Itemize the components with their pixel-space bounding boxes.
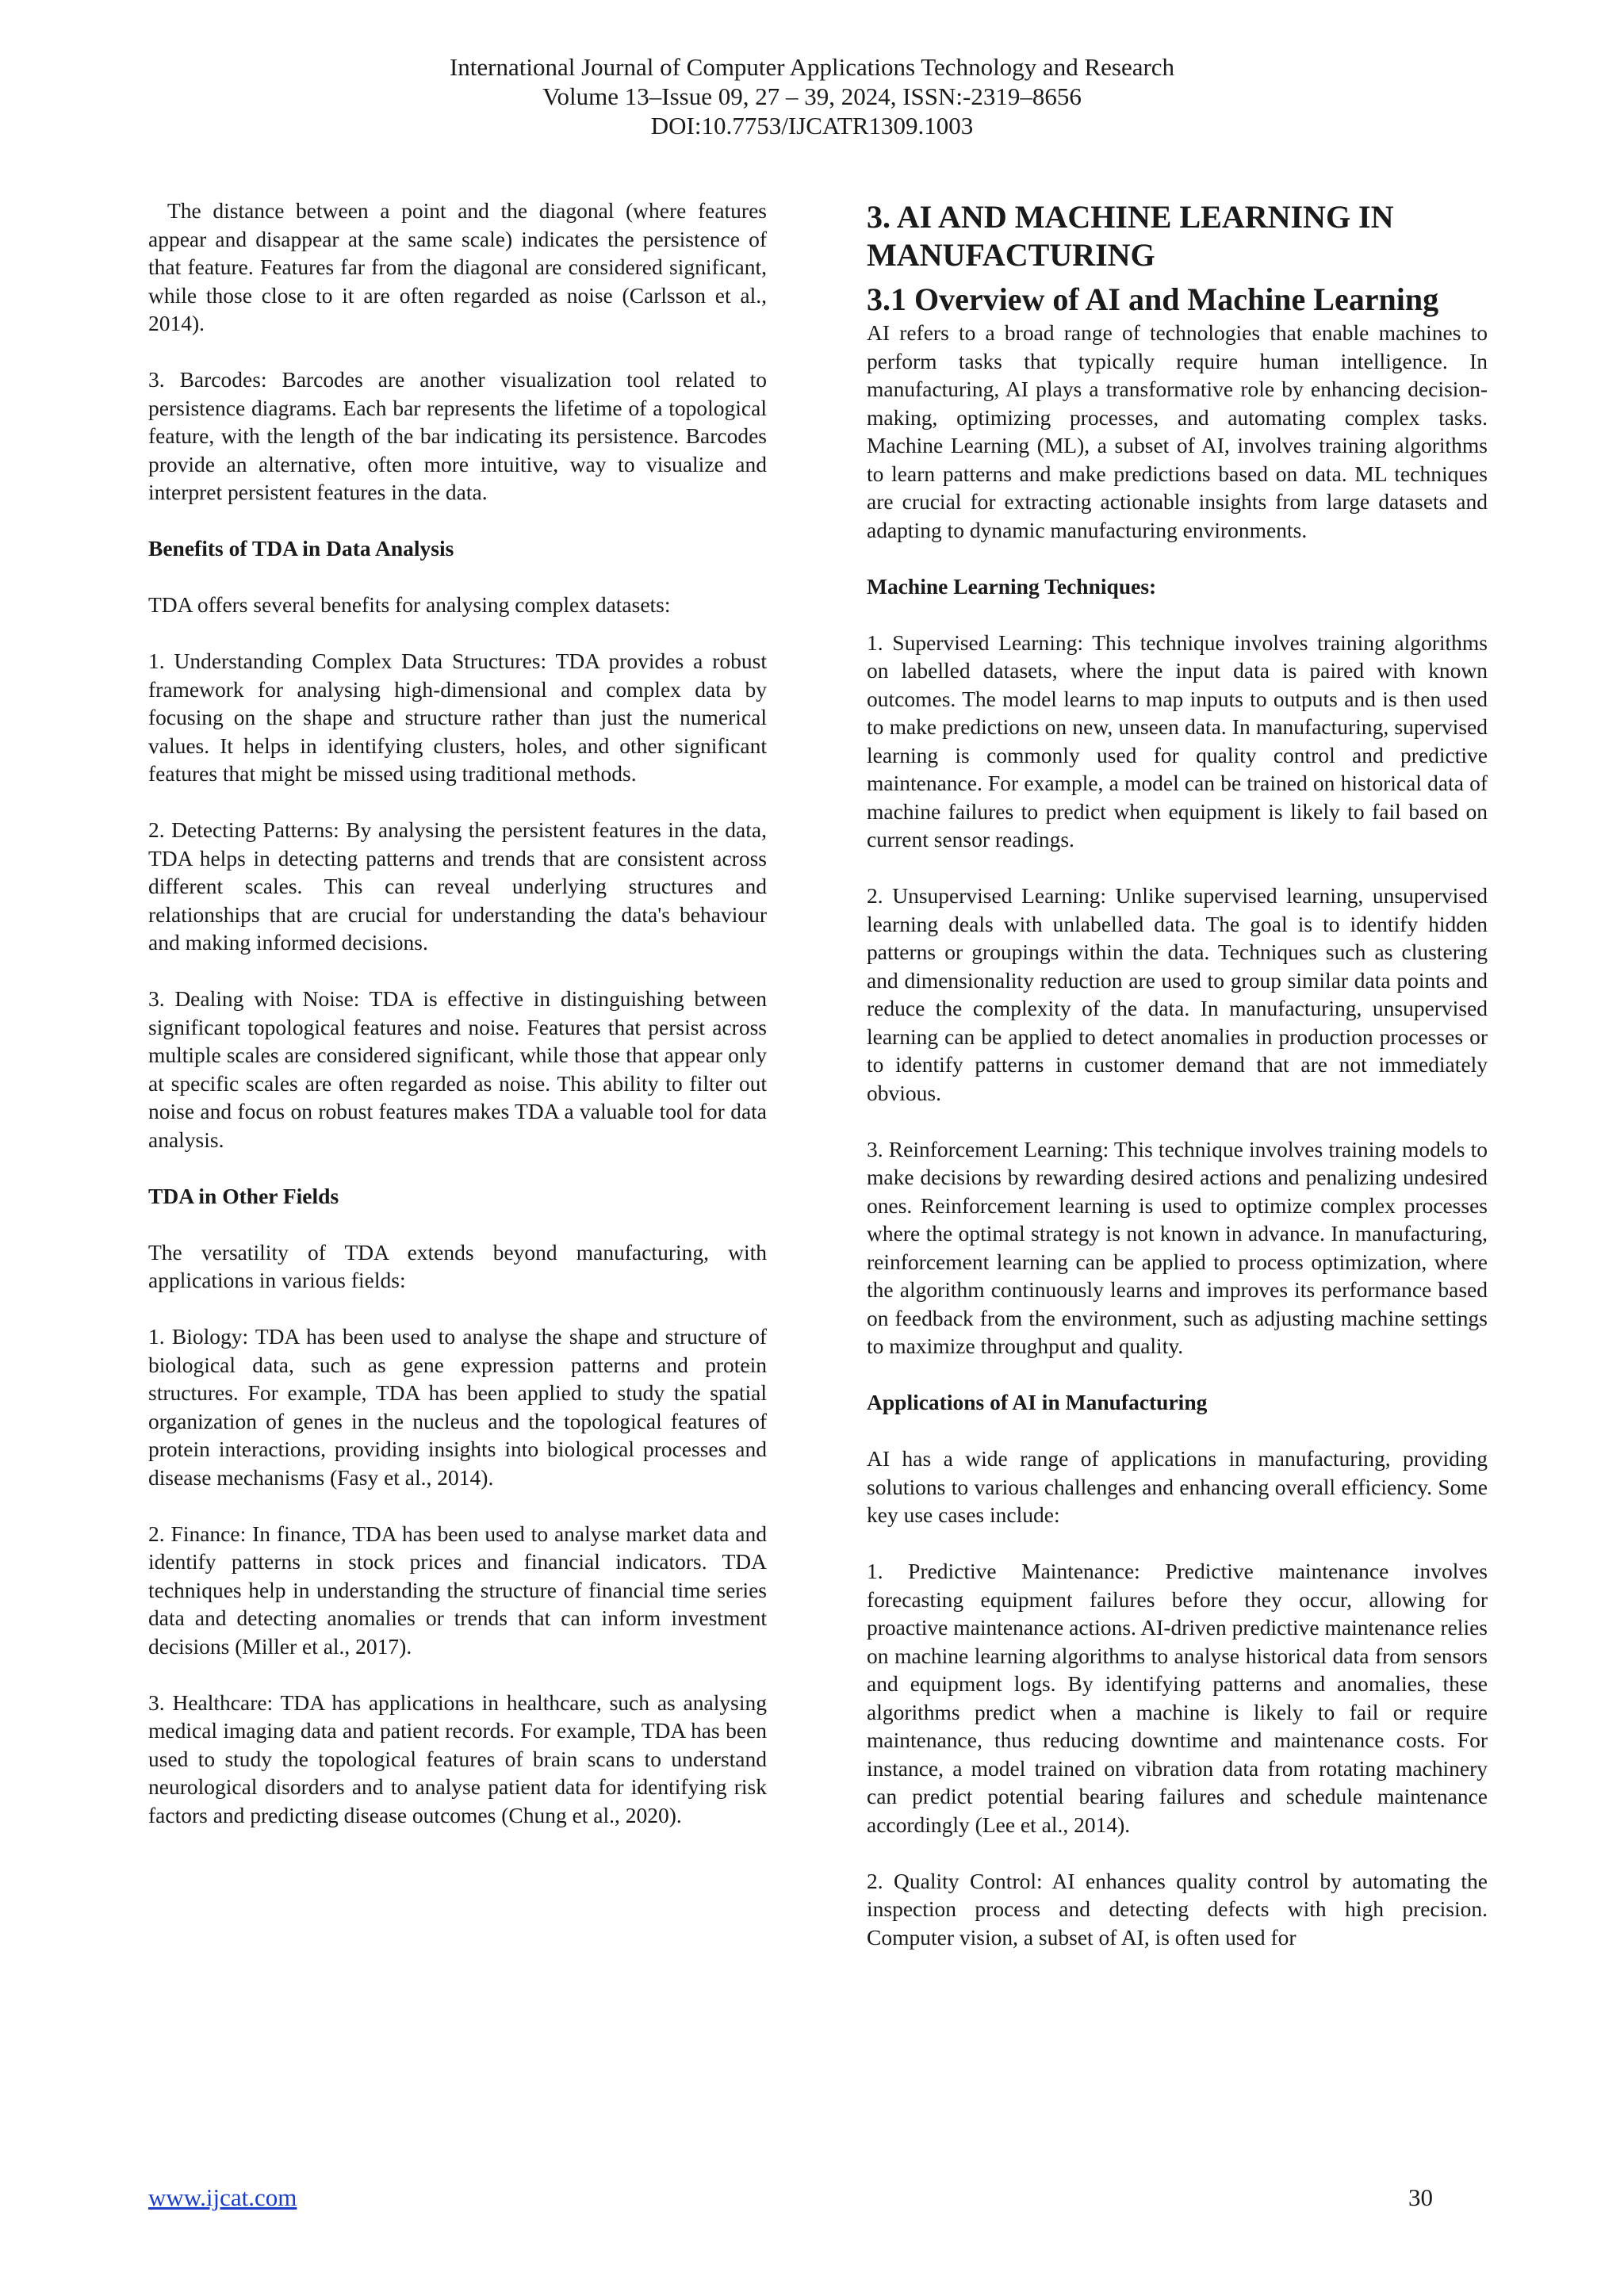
ml-techniques-heading: Machine Learning Techniques: [867, 573, 1157, 599]
paragraph: AI refers to a broad range of technologies that enable machines to perform tasks that typically require human intelligence. In manufacturing, AI plays a transformative role by enhancing decision-making, optimizing processes, and automating complex tasks. Machine Learning (ML), a subset of AI, involves training algorithms to learn patterns and make predictions based on data. ML techniques are crucial for extracting actionable insights from large datasets and adapting to dynamic manufacturing environments. [867, 320, 1488, 542]
page-number: 30 [1408, 2183, 1433, 2211]
paragraph: 3. Reinforcement Learning: This technique involves training models to make decisions by rewarding desired actions and penalizing undesired ones. Reinforcement learning is used to optimize complex processes where the optimal strategy is not known in advance. In manufacturing, reinforcement learning can be applied to process optimization, where the algorithm continuously learns and improves its performance based on feedback from the environment, such as adjusting machine settings to maximize throughput and quality. [867, 1136, 1488, 1358]
paragraph: The versatility of TDA extends beyond manufacturing, with applications in various fields: [148, 1239, 767, 1292]
page-header [0, 52, 1624, 140]
left-column [148, 197, 767, 1829]
paragraph: 1. Biology: TDA has been used to analyse the shape and structure of biological data, such as gene expression patterns and protein structures. For example, TDA has been applied to study the spatial organization of genes in the nucleus and the topological features of protein interactions, providing insights into biological processes and disease mechanisms (Fasy et al., 2014). [148, 1324, 767, 1490]
paragraph: 1. Supervised Learning: This technique involves training algorithms on labelled datasets, where the input data is paired with known outcomes. The model learns to map inputs to outputs and is then used to make predictions on new, unseen data. In manufacturing, supervised learning is commonly used for quality control and predictive maintenance. For example, a model can be trained on historical data of machine failures to predict when equipment is likely to fail based on current sensor readings. [867, 629, 1488, 851]
section-title: 3. AI AND MACHINE LEARNING IN MANUFACTURING [867, 199, 1394, 273]
benefits-heading: Benefits of TDA in Data Analysis [148, 536, 454, 561]
paragraph: 2. Detecting Patterns: By analysing the persistent features in the data, TDA helps in detecting patterns and trends that are consistent across different scales. This can reveal underlying structures and relationships that are crucial for understanding the data's behaviour and making informed decisions. [148, 817, 767, 955]
website-link[interactable]: www.ijcat.com [148, 2183, 297, 2211]
paragraph: 1. Predictive Maintenance: Predictive maintenance involves forecasting equipment failures before they occur, allowing for proactive maintenance actions. AI-driven predictive maintenance relies on machine learning algorithms to analyse historical data from sensors and equipment logs. By identifying patterns and anomalies, these algorithms predict when a machine is likely to fail or require maintenance, thus reducing downtime and maintenance costs. For instance, a model trained on vibration data from rotating machinery can predict potential bearing failures and schedule maintenance accordingly (Lee et al., 2014). [867, 1559, 1488, 1837]
other-fields-heading: TDA in Other Fields [148, 1183, 339, 1208]
applications-heading: Applications of AI in Manufacturing [867, 1390, 1208, 1414]
paragraph: 2. Finance: In finance, TDA has been used to analyse market data and identify patterns in stock prices and financial indicators. TDA techniques help in understanding the structure of financial time series data and detecting anomalies or trends that can inform investment decisions (Miller et al., 2017). [148, 1521, 767, 1659]
right-column [867, 198, 1488, 1951]
page-footer [148, 2182, 1433, 2214]
paragraph: AI has a wide range of applications in manufacturing, providing solutions to various challenges and enhancing overall efficiency. Some key use cases include: [867, 1446, 1488, 1527]
paragraph: 1. Understanding Complex Data Structures: TDA provides a robust framework for analysing high-dimensional and complex data by focusing on the shape and structure rather than just the numerical values. It helps in identifying clusters, holes, and other significant features that might be missed using traditional methods. [148, 649, 767, 786]
paragraph: 3. Dealing with Noise: TDA is effective in distinguishing between significant topological features and noise. Features that persist across multiple scales are considered significant, while those that appear only at specific scales are often regarded as noise. This ability to filter out noise and focus on robust features makes TDA a valuable tool for data analysis. [148, 986, 767, 1152]
doi: DOI:10.7753/IJCATR1309.1003 [650, 112, 974, 140]
paragraph: TDA offers several benefits for analysing complex datasets: [148, 592, 671, 617]
volume-info: Volume 13–Issue 09, 27 – 39, 2024, ISSN:-2319–8656 [542, 82, 1082, 110]
paragraph: 2. Unsupervised Learning: Unlike supervised learning, unsupervised learning deals with unlabelled data. The goal is to identify hidden patterns or groupings within the data. Techniques such as clustering and dimensionality reduction are used to group similar data points and reduce the complexity of the data. In manufacturing, unsupervised learning can be applied to detect anomalies in production processes or to identify patterns in customer demand that are not immediately obvious. [867, 883, 1488, 1105]
paragraph: The distance between a point and the diagonal (where features appear and disappear at the same scale) indicates the persistence of that feature. Features far from the diagonal are considered significant, while those close to it are often regarded as noise (Carlsson et al., 2014). [148, 198, 767, 335]
paragraph: 3. Barcodes: Barcodes are another visualization tool related to persistence diagrams. Each bar represents the lifetime of a topological feature, with the length of the bar indicating its persistence. Barcodes provide an alternative, often more intuitive, way to visualize and interpret persistent features in the data. [148, 367, 767, 504]
paragraph: 3. Healthcare: TDA has applications in healthcare, such as analysing medical imaging data and patient records. For example, TDA has been used to study the topological features of brain scans to understand neurological disorders and to analyse patient data for identifying risk factors and predicting disease outcomes (Chung et al., 2020). [148, 1689, 767, 1827]
paragraph: 2. Quality Control: AI enhances quality control by automating the inspection process and detecting defects with high precision. Computer vision, a subset of AI, is often used for [867, 1868, 1488, 1950]
subsection-title: 3.1 Overview of AI and Machine Learning [867, 281, 1439, 317]
journal-title: International Journal of Computer Applications Technology and Research [449, 53, 1175, 81]
